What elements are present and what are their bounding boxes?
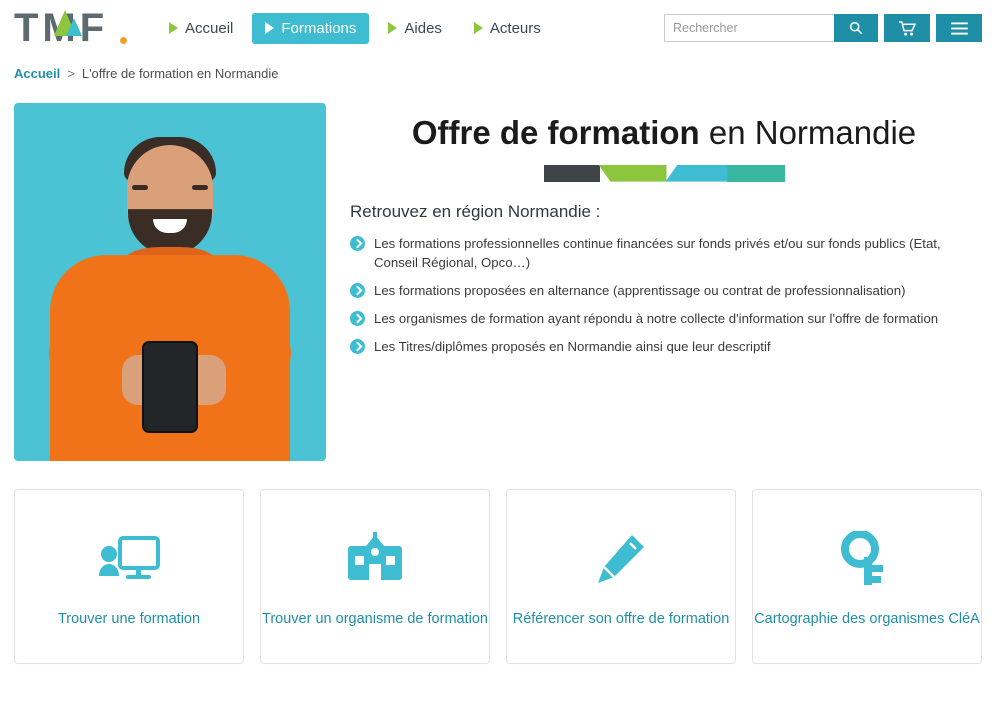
- logo-text: TMF: [14, 6, 109, 50]
- card-icon-wrap: [838, 524, 896, 596]
- hero-image: [14, 103, 326, 461]
- caret-right-icon: [169, 22, 178, 34]
- nav-item-label: Formations: [281, 19, 357, 37]
- arrow-circle-icon: [350, 311, 365, 326]
- nav-item-formations[interactable]: [252, 13, 369, 44]
- bar-segment-aqua: [727, 165, 785, 182]
- page-title-rest: en Normandie: [699, 114, 917, 151]
- menu-button[interactable]: [936, 14, 982, 42]
- list-item: [350, 234, 982, 272]
- presentation-screen-icon: [98, 532, 160, 588]
- nav-item-aides[interactable]: [375, 13, 455, 44]
- site-logo[interactable]: [14, 8, 132, 48]
- hamburger-menu-icon: [951, 22, 968, 35]
- cart-icon: [899, 21, 916, 36]
- arrow-circle-icon: [350, 236, 365, 251]
- arrow-circle-icon: [350, 283, 365, 298]
- card-referencer-son-offre[interactable]: [506, 489, 736, 664]
- key-icon: [838, 531, 896, 589]
- list-item-label: Les organismes de formation ayant répondu à notre collecte d'information sur l'offre de formation: [374, 311, 939, 327]
- pencil-icon: [592, 531, 650, 589]
- hero-section: [0, 81, 996, 461]
- title-decoration-bar: [346, 165, 982, 182]
- list-item: [350, 281, 982, 300]
- bar-segment-teal: [666, 165, 728, 182]
- intro-text: Retrouvez en région Normandie :: [350, 201, 601, 221]
- card-icon-wrap: [98, 524, 160, 596]
- nav-item-accueil[interactable]: [156, 13, 246, 44]
- main-navigation: [156, 13, 554, 44]
- illustration-smartphone: [142, 341, 198, 433]
- breadcrumb-current: L'offre de formation en Normandie: [81, 66, 279, 81]
- breadcrumb: [0, 56, 996, 81]
- card-label: Trouver une formation: [57, 610, 201, 627]
- list-item-label: Les formations proposées en alternance (apprentissage ou contrat de professionnalisation): [374, 282, 906, 298]
- search-icon: [849, 21, 863, 35]
- hero-content: [346, 103, 982, 461]
- search-input[interactable]: [664, 14, 834, 42]
- illustration-eye-right: [192, 185, 208, 190]
- header-actions: [664, 14, 982, 42]
- page-title-strong: Offre de formation: [411, 114, 700, 151]
- breadcrumb-home-link[interactable]: Accueil: [14, 66, 61, 81]
- search-button[interactable]: [834, 14, 878, 42]
- card-icon-wrap: [592, 524, 650, 596]
- caret-right-icon: [474, 22, 483, 34]
- feature-list: [346, 234, 982, 357]
- site-header: [0, 0, 996, 56]
- nav-item-label: Aides: [404, 19, 442, 37]
- caret-right-icon: [265, 22, 274, 34]
- bar-segment-green: [599, 165, 667, 182]
- arrow-circle-icon: [350, 339, 365, 354]
- nav-item-label: Acteurs: [489, 19, 541, 37]
- nav-item-label: Accueil: [185, 19, 234, 37]
- card-cartographie-clea[interactable]: [752, 489, 982, 664]
- logo-orange-dot-icon: [120, 37, 127, 44]
- card-trouver-un-organisme[interactable]: [260, 489, 490, 664]
- card-label: Cartographie des organismes CléA: [754, 610, 980, 627]
- card-trouver-une-formation[interactable]: [14, 489, 244, 664]
- list-item-label: Les formations professionnelles continue financées sur fonds privés et/ou sur fonds publics (Etat, Conseil Régional, Opco…): [374, 235, 941, 270]
- logo-teal-triangle-icon: [66, 18, 82, 36]
- quick-links-cards: [0, 461, 996, 664]
- cart-button[interactable]: [884, 14, 930, 42]
- caret-right-icon: [388, 22, 397, 34]
- card-label: Trouver un organisme de formation: [262, 610, 488, 627]
- illustration-eye-left: [132, 185, 148, 190]
- list-item-label: Les Titres/diplômes proposés en Normandie ainsi que leur descriptif: [374, 339, 771, 355]
- search-bar: [664, 14, 878, 42]
- list-item: [350, 309, 982, 328]
- card-icon-wrap: [344, 524, 406, 596]
- card-label: Référencer son offre de formation: [512, 610, 730, 627]
- page-title: [346, 113, 982, 153]
- nav-item-acteurs[interactable]: [461, 13, 554, 44]
- bar-segment-dark: [544, 165, 600, 182]
- breadcrumb-separator: >: [67, 66, 75, 81]
- school-building-icon: [344, 532, 406, 588]
- list-item: [350, 337, 982, 356]
